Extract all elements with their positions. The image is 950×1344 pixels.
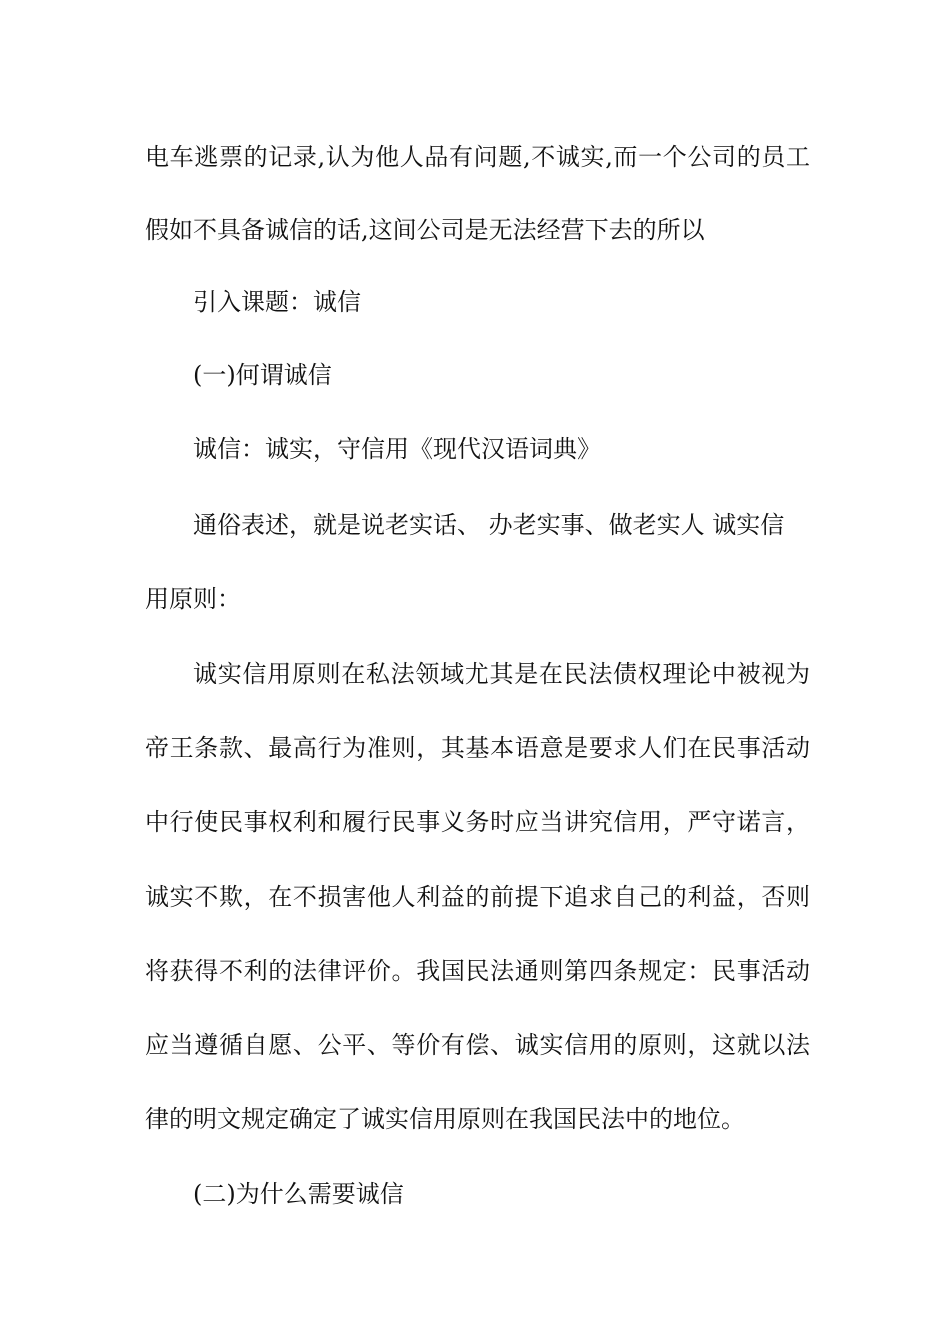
text-line-12: 将获得不利的法律评价。我国民法通则第四条规定：民事活动 xyxy=(145,957,810,985)
section-heading-1: (一)何谓诚信 xyxy=(193,361,332,389)
text-line-2: 假如不具备诚信的话,这间公司是无法经营下去的所以 xyxy=(145,216,705,244)
text-line-6: 通俗表述，就是说老实话、 办老实事、做老实人 诚实信 xyxy=(193,511,785,539)
text-line-14: 律的明文规定确定了诚实信用原则在我国民法中的地位。 xyxy=(145,1105,745,1133)
section-heading-2: (二)为什么需要诚信 xyxy=(193,1180,404,1208)
text-line-8: 诚实信用原则在私法领域尤其是在民法债权理论中被视为 xyxy=(193,660,810,688)
text-line-10: 中行使民事权利和履行民事义务时应当讲究信用，严守诺言， xyxy=(145,808,810,836)
text-line-1: 电车逃票的记录,认为他人品有问题,不诚实,而一个公司的员工 xyxy=(145,143,810,171)
text-line-9: 帝王条款、最高行为准则，其基本语意是要求人们在民事活动 xyxy=(145,734,810,762)
text-line-3: 引入课题：诚信 xyxy=(193,288,361,316)
text-line-13: 应当遵循自愿、公平、等价有偿、诚实信用的原则，这就以法 xyxy=(145,1031,810,1059)
text-line-11: 诚实不欺，在不损害他人利益的前提下追求自己的利益，否则 xyxy=(145,883,810,911)
text-line-5: 诚信：诚实，守信用《现代汉语词典》 xyxy=(193,435,601,463)
text-line-7: 用原则： xyxy=(145,585,241,613)
